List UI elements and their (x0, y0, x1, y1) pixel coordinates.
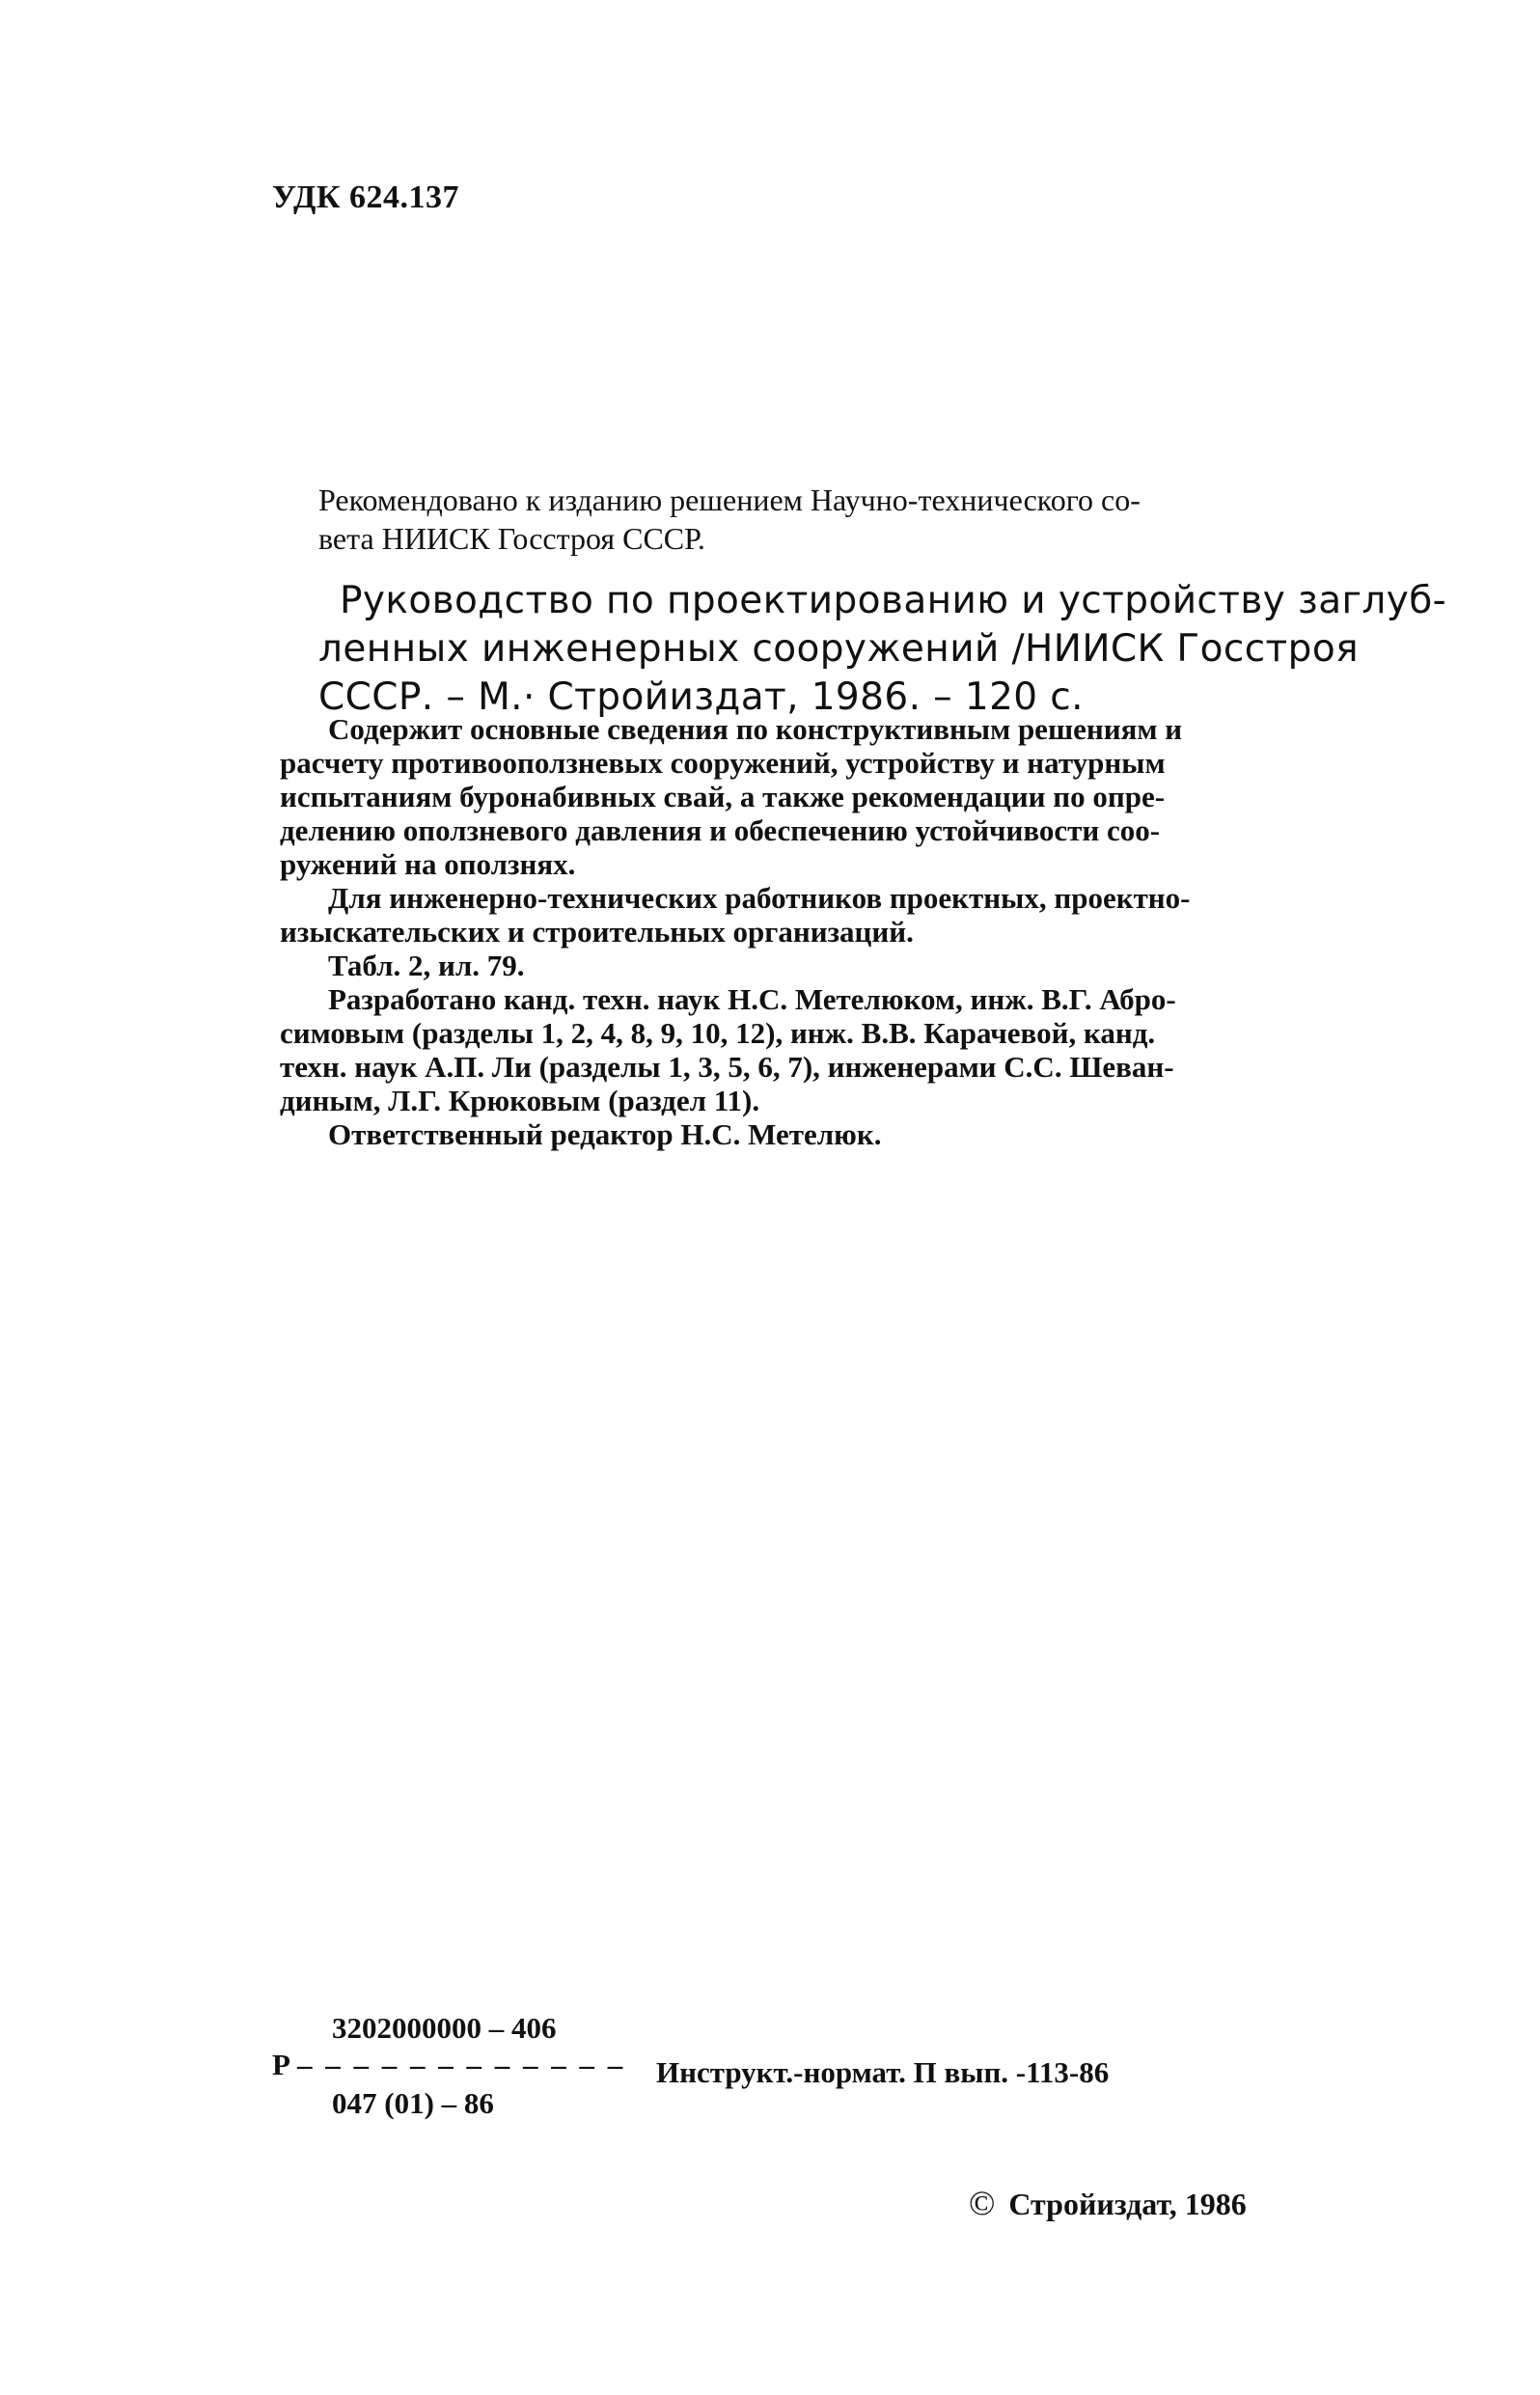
book-title (318, 577, 1447, 722)
authors-line: симовым (разделы 1, 2, 4, 8, 9, 10, 12), инж. В.В. Карачевой, канд. (280, 1016, 1156, 1050)
annotation-line: испытаниям буронабивных свай, а также рекомендации по опре- (280, 780, 1166, 813)
udk-code: УДК 624.137 (272, 179, 460, 215)
annotation-line: делению оползневого давления и обеспечению устойчивости соо- (280, 813, 1161, 847)
recommendation-line: вета НИИСК Госстроя СССР. (318, 521, 705, 556)
annotation-line: ружений на оползнях. (280, 847, 576, 881)
index-numerator: 3202000000 – 406 (332, 2011, 557, 2045)
copyright-notice (969, 2183, 1247, 2223)
responsible-editor: Ответственный редактор Н.С. Метелюк. (328, 1117, 882, 1151)
authors-line: Разработано канд. техн. наук Н.С. Метелюком, инж. В.Г. Абро- (328, 982, 1176, 1016)
tables-illustrations: Табл. 2, ил. 79. (328, 949, 525, 982)
audience-line: изыскательских и строительных организаций. (280, 915, 914, 949)
index-denominator: 047 (01) – 86 (332, 2086, 494, 2120)
instruction-code: Инструкт.-нормат. П вып. -113-86 (656, 2055, 1110, 2089)
copyright-icon: © (969, 2184, 996, 2222)
recommendation-line: Рекомендовано к изданию решением Научно-технического со- (318, 482, 1141, 517)
bibliographic-index (272, 2011, 1334, 2127)
publication-recommendation (318, 481, 1295, 558)
annotation-line: расчету противооползневых сооружений, устройству и натурным (280, 746, 1166, 780)
title-line: Руководство по проектированию и устройству заглуб- (340, 579, 1447, 622)
index-fraction-line: – – – – – – – – – – – – (297, 2048, 626, 2081)
authors-line: диным, Л.Г. Крюковым (раздел 11). (280, 1084, 760, 1117)
copyright-text: Стройиздат, 1986 (1008, 2187, 1247, 2221)
index-letter: Р (272, 2048, 290, 2081)
authors-line: техн. наук А.П. Ли (разделы 1, 3, 5, 6, 7), инженерами С.С. Шеван- (280, 1050, 1174, 1084)
annotation-block (280, 712, 1299, 1151)
annotation-line: Содержит основные сведения по конструктивным решениям и (328, 712, 1183, 746)
title-line: ленных инженерных сооружений /НИИСК Госстроя (318, 627, 1359, 671)
audience-line: Для инженерно-технических работников проектных, проектно- (328, 881, 1191, 915)
title-line: СССР. – М.· Стройиздат, 1986. – 120 с. (318, 675, 1084, 719)
